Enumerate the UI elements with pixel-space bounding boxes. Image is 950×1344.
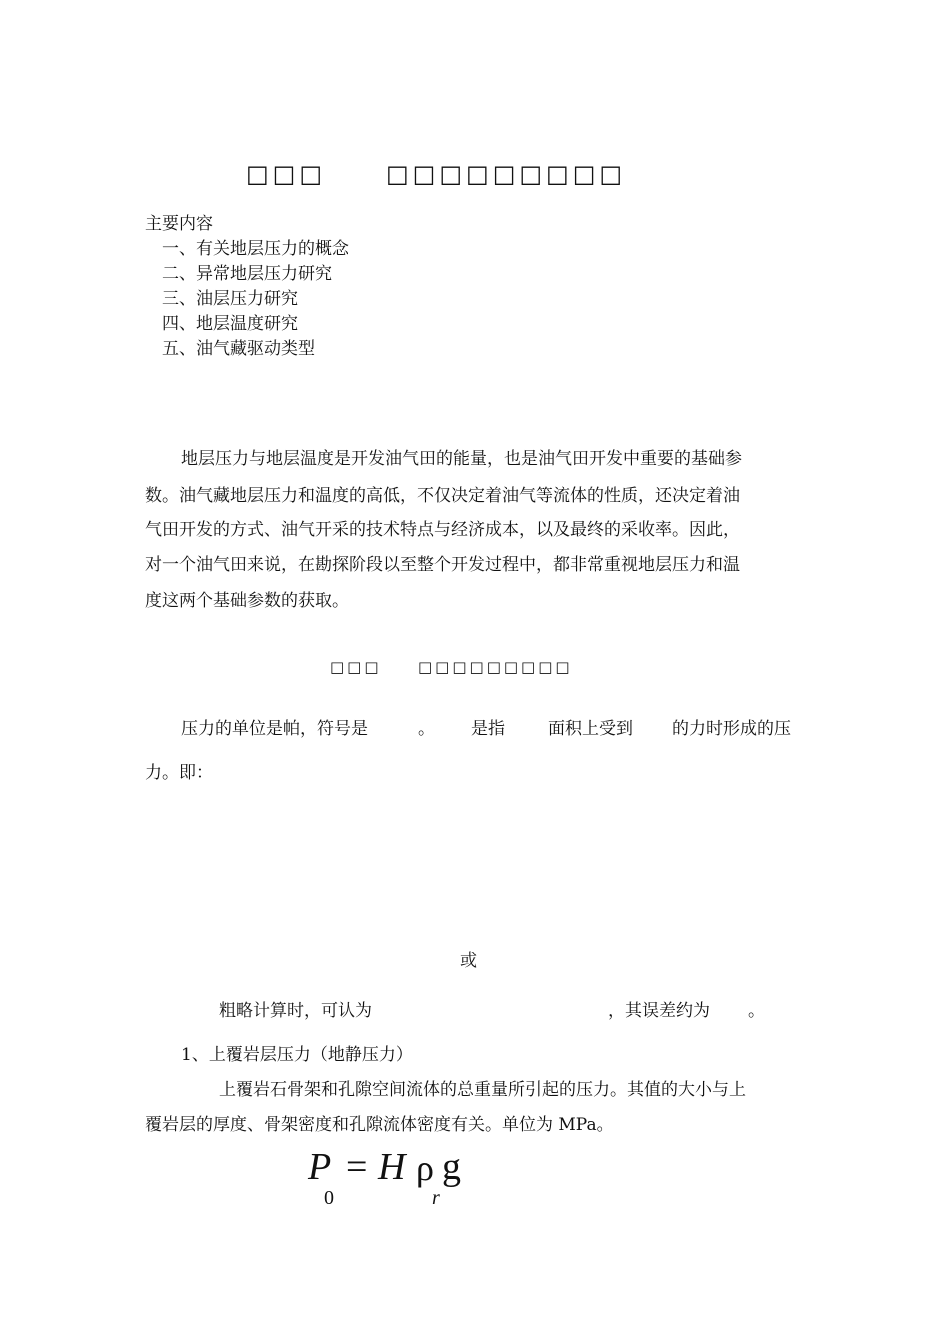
overburden-heading: 1、上覆岩层压力（地静压力） [181, 1045, 413, 1065]
rough-text: 粗略计算时，可认为 [219, 1001, 372, 1021]
formula-equals: = [346, 1146, 368, 1188]
unit-text: 。 [418, 719, 435, 739]
unit-text: 压力的单位是帕，符号是 [181, 719, 368, 739]
unit-text: 的力时形成的压 [672, 719, 791, 739]
intro-line: 度这两个基础参数的获取。 [145, 591, 349, 611]
overburden-text: 上覆岩石骨架和孔隙空间流体的总重量所引起的压力。其值的大小与上 [219, 1080, 746, 1100]
formula-P: P [308, 1146, 332, 1188]
intro-line: 地层压力与地层温度是开发油气田的能量，也是油气田开发中重要的基础参 [181, 449, 742, 469]
unit-text: 力。即： [145, 763, 213, 783]
overburden-formula [300, 1145, 500, 1215]
intro-line: 气田开发的方式、油气开采的技术特点与经济成本，以及最终的采收率。因此， [145, 520, 740, 540]
outline-heading: 主要内容 [145, 214, 213, 234]
formula-sub-r: r [432, 1187, 440, 1209]
formula-rho: ρ [416, 1148, 434, 1188]
formula-sub-0: 0 [324, 1187, 334, 1209]
outline-item: 二、异常地层压力研究 [162, 264, 332, 284]
overburden-text: 覆岩层的厚度、骨架密度和孔隙流体密度有关。单位为 MPa。 [145, 1115, 614, 1135]
outline-item: 一、有关地层压力的概念 [162, 239, 349, 259]
section-number: □□□ [330, 658, 382, 676]
unit-text: 是指 [471, 719, 505, 739]
rough-text: ，其误差约为 [608, 1001, 710, 1021]
chapter-number: □□□ [246, 160, 327, 188]
section-title: □□□□□□□□□ [418, 658, 573, 676]
formula-g: g [442, 1146, 461, 1188]
outline-item: 四、地层温度研究 [162, 314, 298, 334]
formula-H: H [378, 1146, 406, 1188]
intro-line: 数。油气藏地层压力和温度的高低，不仅决定着油气等流体的性质，还决定着油 [145, 486, 740, 506]
chapter-title: □□□□□□□□□ [386, 160, 627, 188]
intro-line: 对一个油气田来说，在勘探阶段以至整个开发过程中，都非常重视地层压力和温 [145, 555, 740, 575]
outline-item: 三、油层压力研究 [162, 289, 298, 309]
outline-item: 五、油气藏驱动类型 [162, 339, 315, 359]
rough-text: 。 [748, 1001, 765, 1021]
or-text: 或 [460, 951, 477, 971]
unit-text: 面积上受到 [548, 719, 633, 739]
